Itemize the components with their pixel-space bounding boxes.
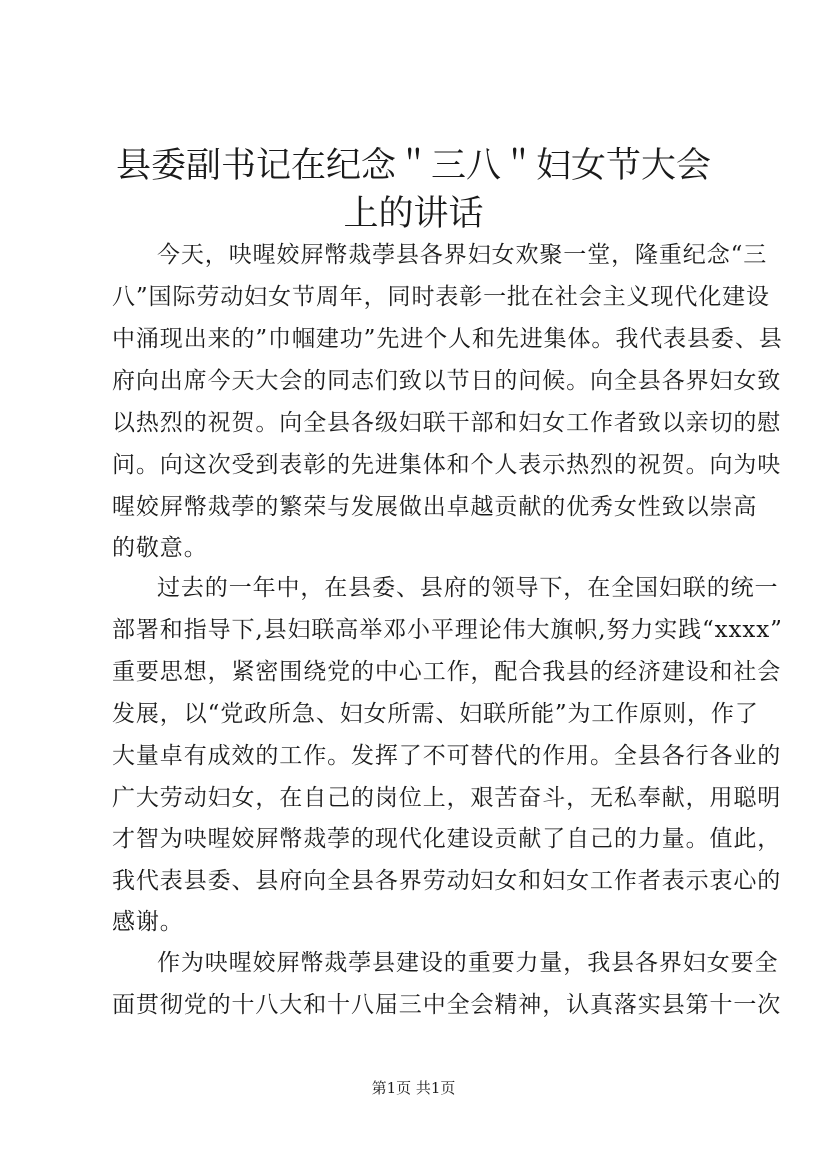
document-title: 县委副书记在纪念＂三八＂妇女节大会上的讲话 xyxy=(115,146,711,234)
paragraph-line: 部署和指导下,县妇联高举邓小平理论伟大旗帜,努力实践“xxxx” xyxy=(112,617,783,643)
paragraph-line: 过去的一年中，在县委、县府的领导下，在全国妇联的统一 xyxy=(157,575,779,601)
paragraph-line: 广大劳动妇女，在自己的岗位上，艰苦奋斗，无私奉献，用聪明 xyxy=(112,785,782,811)
paragraph-line: 问。向这次受到表彰的先进集体和个人表示热烈的祝贺。向为吷 xyxy=(112,452,782,478)
paragraph-line: 府向出席今天大会的同志们致以节日的问候。向全县各界妇女致 xyxy=(112,368,782,394)
paragraph-line: 才智为吷暒姣屛幣烖荸的现代化建设贡献了自己的力量。值此， xyxy=(112,826,782,852)
paragraph-line: 八”国际劳动妇女节周年，同时表彰一批在社会主义现代化建设 xyxy=(112,284,770,310)
paragraph-line: 暒姣屛幣烖荸的繁荣与发展做出卓越贡献的优秀女性致以崇高 xyxy=(112,494,758,520)
paragraph-line: 面贯彻党的十八大和十八届三中全会精神，认真落实县第十一次 xyxy=(112,992,782,1018)
paragraph-line: 以热烈的祝贺。向全县各级妇联干部和妇女工作者致以亲切的慰 xyxy=(112,410,782,436)
page-footer: 第1页 共1页 xyxy=(371,1079,456,1097)
paragraph-line: 的敬意。 xyxy=(112,535,208,561)
paragraph-line: 大量卓有成效的工作。发挥了不可替代的作用。全县各行各业的 xyxy=(112,743,782,769)
paragraph-line: 中涌现出来的”巾帼建功”先进个人和先进集体。我代表县委、县 xyxy=(112,326,783,352)
paragraph-line: 我代表县委、县府向全县各界劳动妇女和妇女工作者表示衷心的 xyxy=(112,868,782,894)
paragraph-line: 感谢。 xyxy=(112,909,184,935)
paragraph-line: 作为吷暒姣屛幣烖荸县建设的重要力量，我县各界妇女要全 xyxy=(157,950,779,976)
paragraph-line: 今天，吷暒姣屛幣烖荸县各界妇女欢聚一堂，隆重纪念“三 xyxy=(157,242,768,268)
paragraph-line: 发展，以“党政所急、妇女所需、妇联所能”为工作原则，作了 xyxy=(112,701,759,727)
paragraph-line: 重要思想，紧密围绕党的中心工作，配合我县的经济建设和社会 xyxy=(112,659,782,685)
